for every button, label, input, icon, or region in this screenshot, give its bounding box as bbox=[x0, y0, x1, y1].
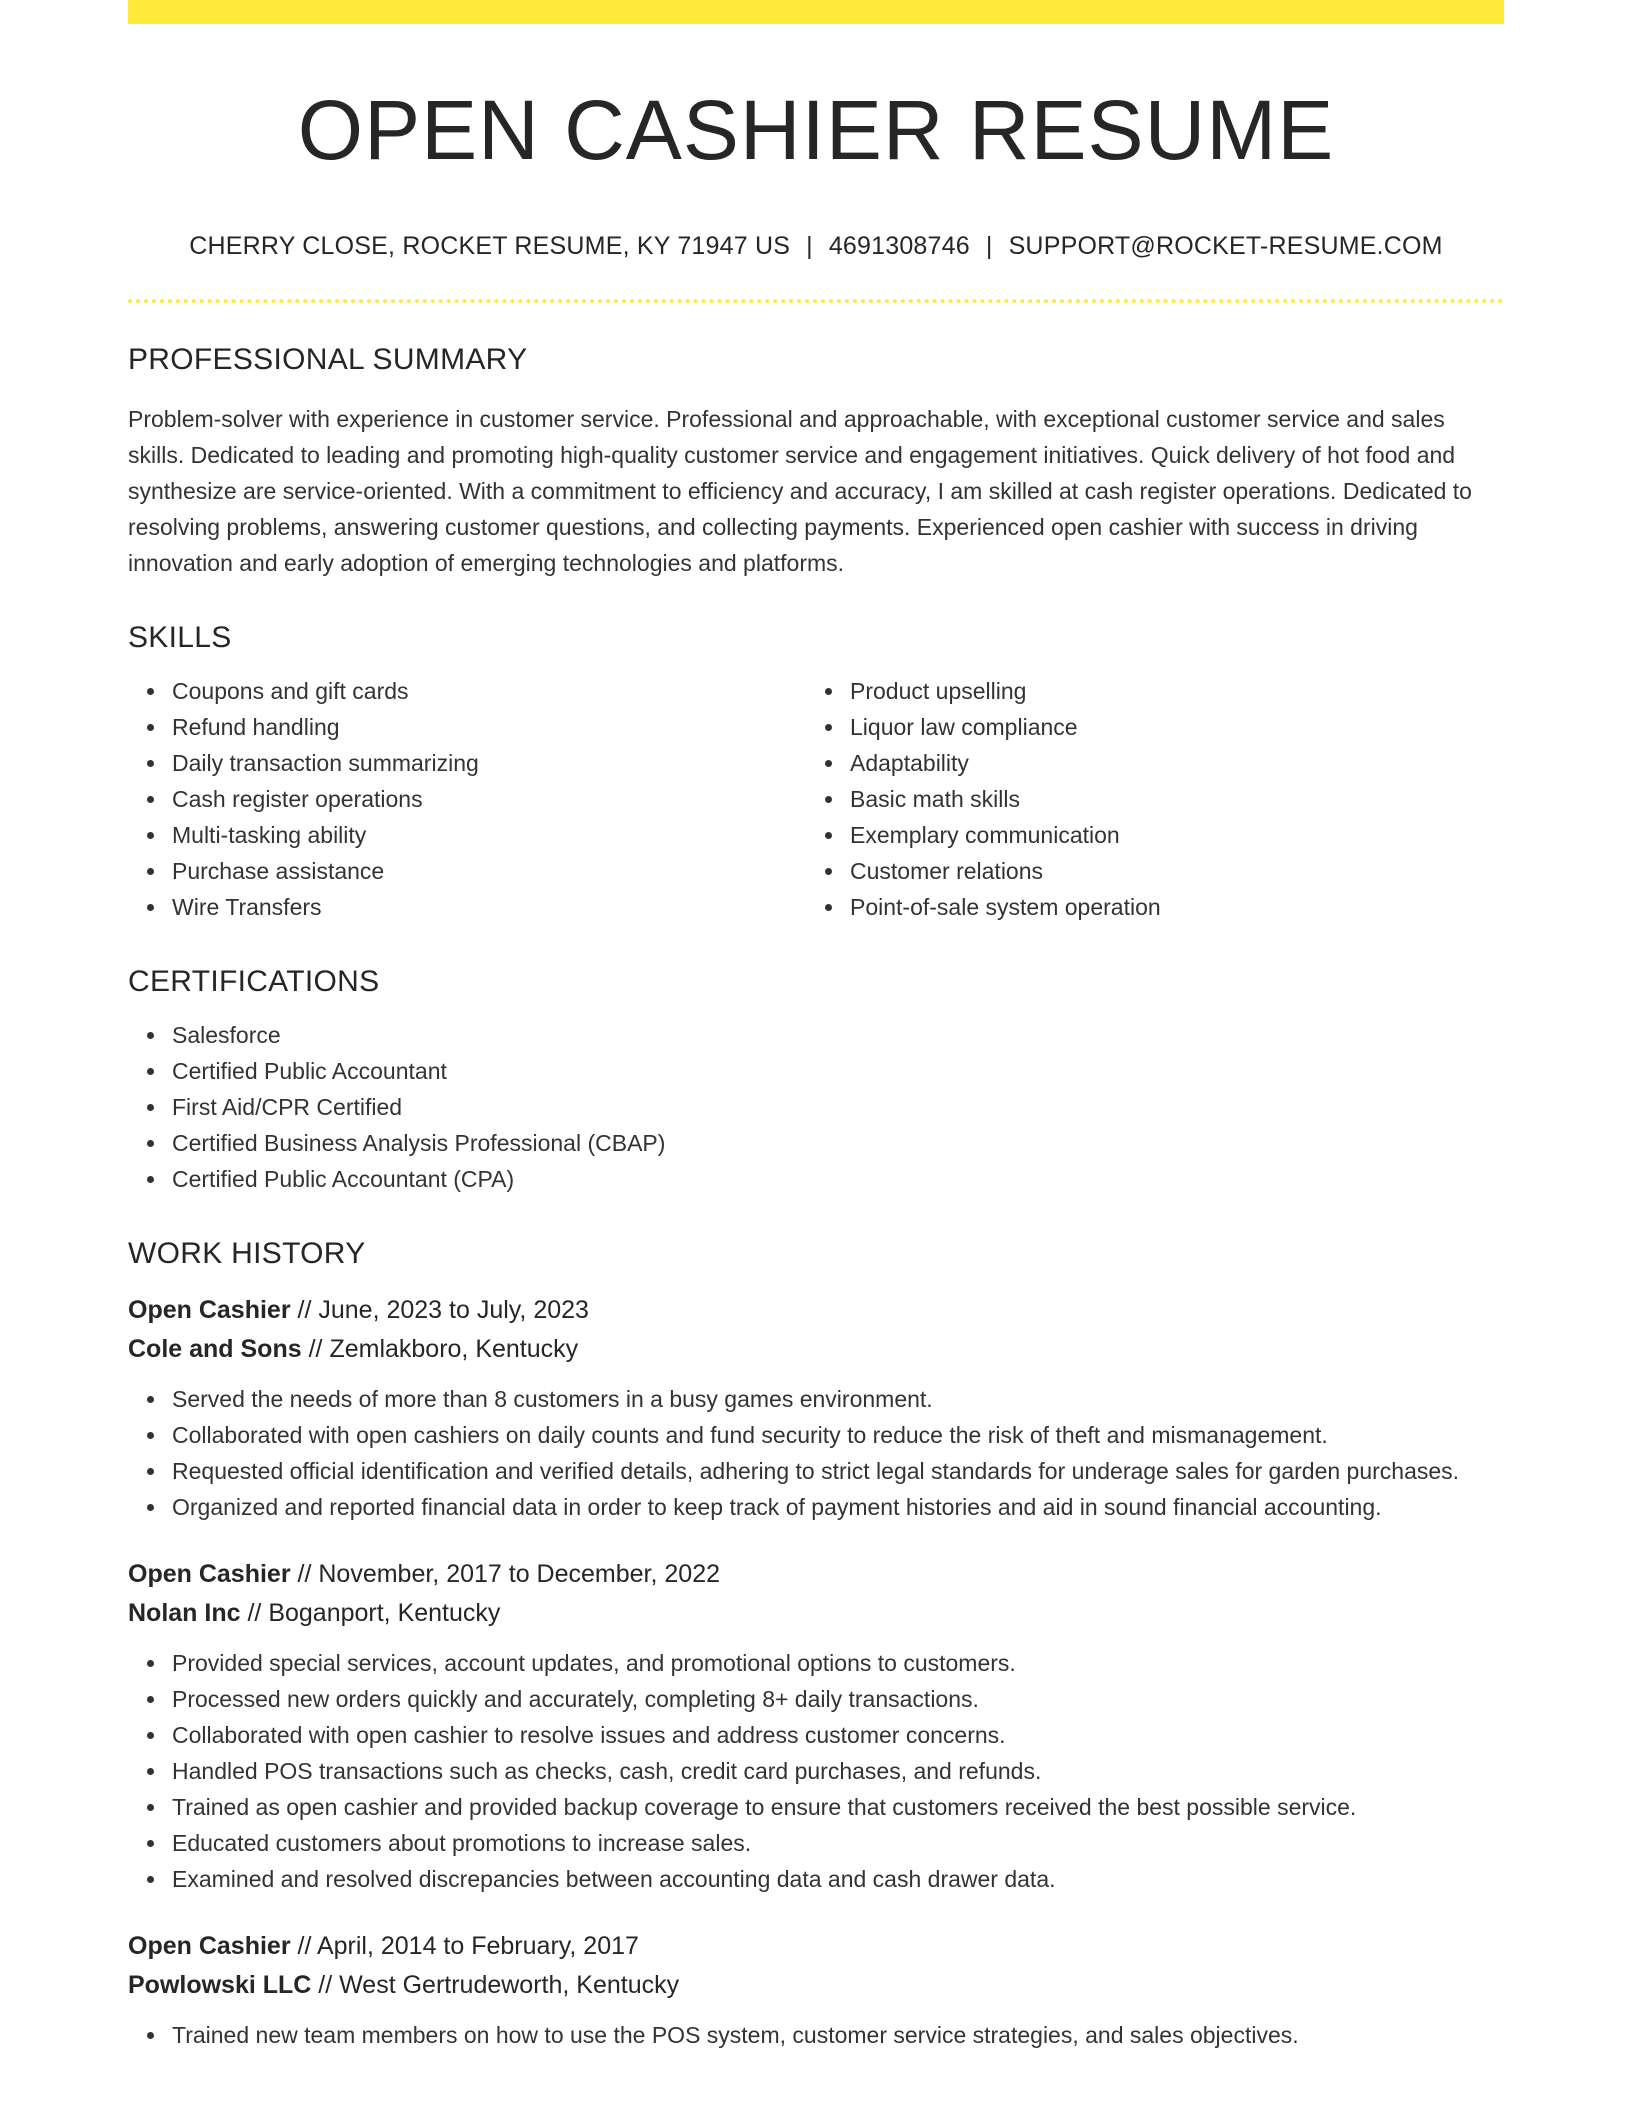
job-location: West Gertrudeworth, Kentucky bbox=[339, 1971, 680, 2000]
contact-address: CHERRY CLOSE, ROCKET RESUME, KY 71947 US bbox=[189, 232, 791, 261]
job-entry bbox=[128, 1291, 1504, 1525]
skills-column-left bbox=[128, 655, 806, 925]
contact-separator: | bbox=[806, 232, 813, 261]
job-separator: // bbox=[290, 1932, 317, 1961]
job-dates: June, 2023 to July, 2023 bbox=[318, 1296, 589, 1325]
job-duty-item: Trained new team members on how to use the POS system, customer service strategies, and sales objectives. bbox=[172, 2017, 1504, 2053]
skill-item: Product upselling bbox=[850, 673, 1484, 709]
job-dates: April, 2014 to February, 2017 bbox=[316, 1932, 639, 1961]
dotted-divider bbox=[128, 299, 1504, 303]
job-role-line bbox=[128, 1555, 1504, 1594]
skill-item: Multi-tasking ability bbox=[172, 817, 806, 853]
job-entry bbox=[128, 1555, 1504, 1897]
skill-item: Basic math skills bbox=[850, 781, 1484, 817]
skill-item: Customer relations bbox=[850, 853, 1484, 889]
job-duties-list bbox=[128, 2017, 1504, 2053]
contact-phone: 4691308746 bbox=[828, 232, 970, 261]
resume-page bbox=[128, 0, 1504, 2053]
job-company-line bbox=[128, 1330, 1504, 1369]
job-duty-item: Processed new orders quickly and accurately, completing 8+ daily transactions. bbox=[172, 1681, 1504, 1717]
skill-item: Wire Transfers bbox=[172, 889, 806, 925]
job-role-line bbox=[128, 1927, 1504, 1966]
job-duty-item: Organized and reported financial data in order to keep track of payment histories and aid in sound financial accounting. bbox=[172, 1489, 1504, 1525]
job-duties-list bbox=[128, 1381, 1504, 1525]
skill-item: Daily transaction summarizing bbox=[172, 745, 806, 781]
job-company: Nolan Inc bbox=[128, 1599, 241, 1628]
job-company-line bbox=[128, 1966, 1504, 2005]
job-separator: // bbox=[240, 1599, 269, 1628]
job-separator: // bbox=[290, 1560, 319, 1589]
job-company: Powlowski LLC bbox=[128, 1971, 312, 2000]
job-separator: // bbox=[290, 1296, 319, 1325]
job-duty-item: Provided special services, account updates, and promotional options to customers. bbox=[172, 1645, 1504, 1681]
skill-item: Cash register operations bbox=[172, 781, 806, 817]
accent-bar bbox=[128, 0, 1504, 24]
resume-title: OPEN CASHIER RESUME bbox=[297, 83, 1335, 177]
job-duty-item: Served the needs of more than 8 customers in a busy games environment. bbox=[172, 1381, 1504, 1417]
skill-item: Refund handling bbox=[172, 709, 806, 745]
certification-item: Certified Public Accountant (CPA) bbox=[172, 1161, 1504, 1197]
job-company-line bbox=[128, 1594, 1504, 1633]
skill-item: Exemplary communication bbox=[850, 817, 1484, 853]
job-duties-list bbox=[128, 1645, 1504, 1897]
job-location: Zemlakboro, Kentucky bbox=[329, 1335, 579, 1364]
job-duty-item: Examined and resolved discrepancies between accounting data and cash drawer data. bbox=[172, 1861, 1504, 1897]
job-duty-item: Educated customers about promotions to increase sales. bbox=[172, 1825, 1504, 1861]
certification-item: Certified Business Analysis Professional (CBAP) bbox=[172, 1125, 1504, 1161]
skill-item: Purchase assistance bbox=[172, 853, 806, 889]
job-role-line bbox=[128, 1291, 1504, 1330]
job-entry bbox=[128, 1927, 1504, 2053]
certification-item: First Aid/CPR Certified bbox=[172, 1089, 1504, 1125]
skills-list-left bbox=[128, 673, 806, 925]
skills-heading: SKILLS bbox=[128, 621, 232, 655]
job-duty-item: Requested official identification and verified details, adhering to strict legal standards for underage sales for garden purchases. bbox=[172, 1453, 1504, 1489]
contact-line bbox=[128, 232, 1504, 261]
skills-list-right bbox=[806, 673, 1484, 925]
contact-separator: | bbox=[985, 232, 993, 261]
skill-item: Point-of-sale system operation bbox=[850, 889, 1484, 925]
job-role: Open Cashier bbox=[128, 1932, 291, 1961]
job-duty-item: Trained as open cashier and provided backup coverage to ensure that customers received the best possible service. bbox=[172, 1789, 1504, 1825]
summary-heading: PROFESSIONAL SUMMARY bbox=[128, 343, 528, 377]
skills-grid bbox=[128, 655, 1504, 925]
job-duty-item: Collaborated with open cashier to resolve issues and address customer concerns. bbox=[172, 1717, 1504, 1753]
skill-item: Liquor law compliance bbox=[850, 709, 1484, 745]
job-role: Open Cashier bbox=[128, 1296, 291, 1325]
job-company: Cole and Sons bbox=[128, 1335, 302, 1364]
job-location: Boganport, Kentucky bbox=[268, 1599, 501, 1628]
job-duty-item: Handled POS transactions such as checks, cash, credit card purchases, and refunds. bbox=[172, 1753, 1504, 1789]
summary-text: Problem-solver with experience in customer service. Professional and approachable, with exceptional customer service and sales skills. Dedicated to leading and promoting high-quality customer service and engagement initiatives. Quick delivery of hot food and synthesize are service-oriented. With a commitment to efficiency and accuracy, I am skilled at cash register operations. Dedicated to resolving problems, answering customer questions, and collecting payments. Experienced open cashier with success in driving innovation and early adoption of emerging technologies and platforms. bbox=[128, 406, 1472, 577]
job-duty-item: Collaborated with open cashiers on daily counts and fund security to reduce the risk of theft and mismanagement. bbox=[172, 1417, 1504, 1453]
certifications-heading: CERTIFICATIONS bbox=[128, 965, 380, 999]
certification-item: Salesforce bbox=[172, 1017, 1504, 1053]
job-separator: // bbox=[311, 1971, 340, 2000]
job-role: Open Cashier bbox=[128, 1560, 291, 1589]
job-dates: November, 2017 to December, 2022 bbox=[318, 1560, 720, 1589]
skills-column-right bbox=[806, 655, 1484, 925]
job-separator: // bbox=[301, 1335, 330, 1364]
skill-item: Coupons and gift cards bbox=[172, 673, 806, 709]
work-history-heading: WORK HISTORY bbox=[128, 1237, 366, 1271]
certification-item: Certified Public Accountant bbox=[172, 1053, 1504, 1089]
contact-email: SUPPORT@ROCKET-RESUME.COM bbox=[1008, 232, 1443, 261]
skill-item: Adaptability bbox=[850, 745, 1484, 781]
certifications-list bbox=[128, 1017, 1504, 1197]
